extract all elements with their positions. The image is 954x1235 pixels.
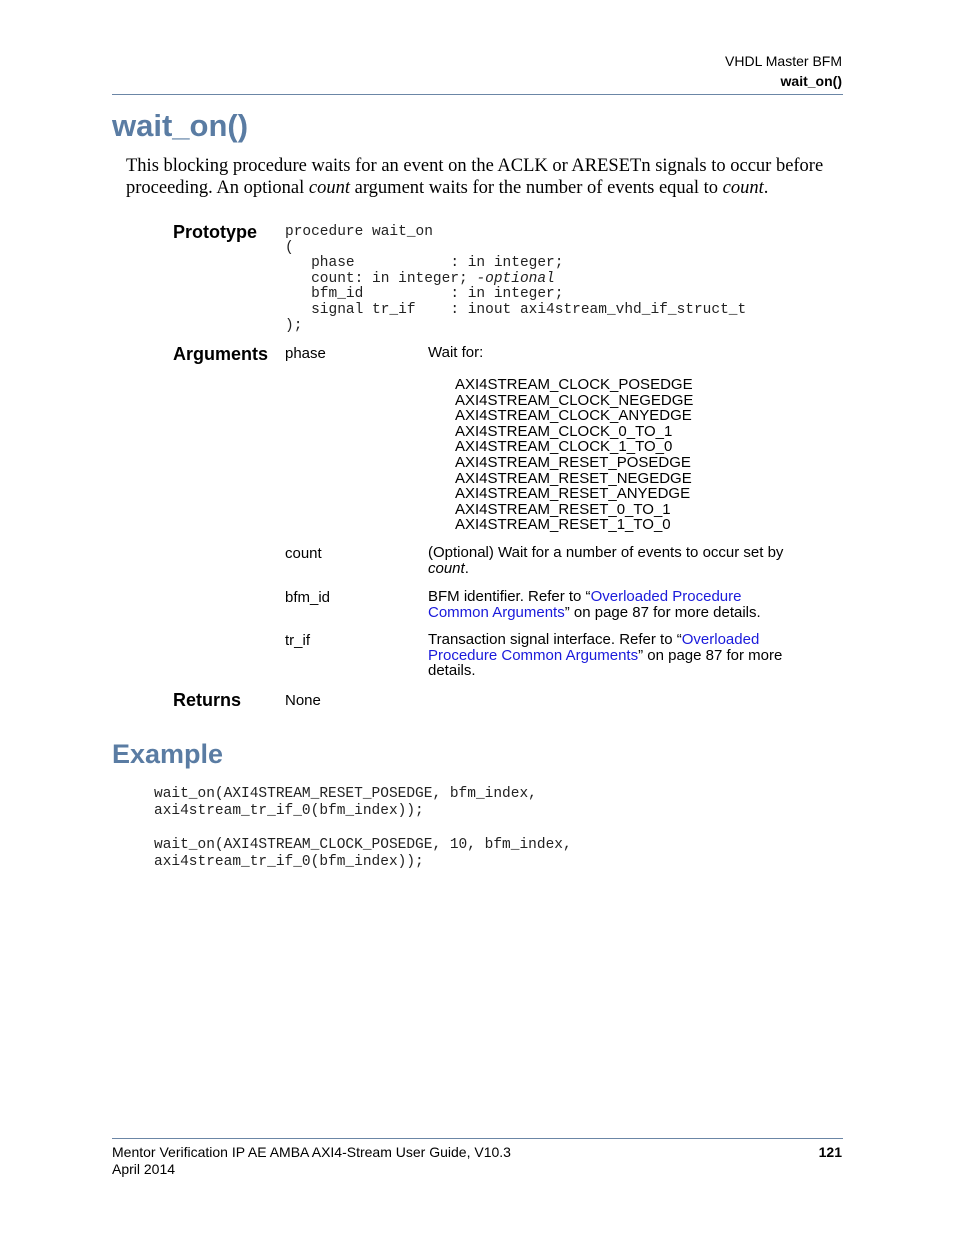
tr-if-desc-end: ” on page 87 for more (638, 646, 783, 664)
bfm-id-desc-line (428, 605, 808, 621)
arg-desc-phase: Wait for: (428, 344, 484, 361)
prototype-line-code: count: in integer; (285, 270, 477, 287)
phase-value: AXI4STREAM_CLOCK_ANYEDGE (455, 407, 692, 425)
arg-desc-count (428, 545, 808, 576)
example-code-line: wait_on(AXI4STREAM_RESET_POSEDGE, bfm_index, (154, 786, 537, 802)
prototype-line: signal tr_if : inout axi4stream_vhd_if_struct_t (285, 301, 747, 318)
example-code-1 (154, 786, 537, 820)
example-code-line: wait_on(AXI4STREAM_CLOCK_POSEDGE, 10, bfm_index, (154, 837, 572, 853)
running-header-topic: wait_on() (780, 73, 842, 89)
returns-value: None (285, 692, 321, 709)
overloaded-args-link[interactable]: Overloaded (681, 631, 760, 648)
prototype-line: procedure wait_on (285, 224, 433, 240)
arg-desc-tr-if (428, 632, 808, 679)
phase-value: AXI4STREAM_CLOCK_1_TO_0 (455, 438, 673, 456)
phase-value-list (455, 377, 693, 533)
returns-label: Returns (173, 690, 242, 710)
phase-value: AXI4STREAM_CLOCK_NEGEDGE (455, 391, 694, 409)
prototype-line: ( (285, 239, 294, 256)
example-code-line: axi4stream_tr_if_0(bfm_index)); (154, 803, 424, 819)
prototype-label: Prototype (173, 222, 258, 242)
intro-text-1: This blocking procedure waits for an event on the ACLK or ARESETn signals to occur before proceeding. An optional (126, 156, 824, 198)
arg-desc-bfm-id (428, 589, 808, 620)
overloaded-args-link[interactable]: Common Arguments (428, 603, 565, 621)
header-rule (112, 94, 843, 95)
footer-date: April 2014 (112, 1161, 176, 1177)
prototype-code (285, 225, 746, 334)
example-code-2 (154, 837, 572, 871)
count-desc-line (428, 561, 808, 577)
prototype-line (285, 272, 746, 288)
arguments-label: Arguments (173, 344, 269, 364)
bfm-id-desc-end: ” on page 87 for more details. (564, 603, 761, 621)
footer-rule (112, 1138, 843, 1139)
phase-value: AXI4STREAM_RESET_0_TO_1 (455, 500, 671, 518)
tr-if-desc-line (428, 648, 808, 664)
running-header-section: VHDL Master BFM (725, 53, 842, 69)
overloaded-args-link[interactable]: Procedure Common Arguments (428, 646, 639, 664)
prototype-line: ); (285, 317, 303, 334)
bfm-id-desc-text: BFM identifier. Refer to “ (428, 588, 591, 605)
arg-name-count: count (285, 545, 322, 562)
phase-value: AXI4STREAM_RESET_1_TO_0 (455, 516, 671, 534)
tr-if-desc-text: Transaction signal interface. Refer to “ (428, 631, 682, 648)
arg-name-phase: phase (285, 345, 326, 362)
arg-name-bfm-id: bfm_id (285, 589, 331, 606)
phase-value: AXI4STREAM_RESET_NEGEDGE (455, 469, 692, 487)
tr-if-desc-line (428, 632, 808, 648)
phase-value: AXI4STREAM_CLOCK_POSEDGE (455, 376, 693, 393)
count-desc-line: (Optional) Wait for a number of events to occur set by (428, 544, 784, 561)
bfm-id-desc-line (428, 589, 808, 605)
tr-if-desc-line: details. (428, 662, 476, 680)
arg-name-tr-if: tr_if (285, 632, 311, 649)
page-number: 121 (818, 1144, 842, 1160)
intro-em-1: count (308, 178, 351, 198)
phase-value: AXI4STREAM_CLOCK_0_TO_1 (455, 422, 673, 440)
intro-text-3: . (763, 178, 769, 198)
intro-paragraph (126, 155, 841, 199)
intro-text-2: argument waits for the number of events equal to (350, 178, 723, 198)
count-desc-em: count (428, 559, 465, 577)
page-title: wait_on() (112, 108, 249, 143)
prototype-line: phase : in integer; (285, 255, 564, 272)
prototype-line: bfm_id : in integer; (285, 286, 564, 303)
phase-value: AXI4STREAM_RESET_POSEDGE (455, 453, 691, 471)
example-heading: Example (112, 739, 224, 769)
footer-doc-title: Mentor Verification IP AE AMBA AXI4-Stream User Guide, V10.3 (112, 1144, 511, 1160)
overloaded-args-link[interactable]: Overloaded Procedure (590, 588, 742, 605)
phase-value: AXI4STREAM_RESET_ANYEDGE (455, 485, 691, 503)
intro-em-2: count (722, 178, 764, 198)
prototype-optional-comment: -optional (476, 270, 555, 287)
example-code-line: axi4stream_tr_if_0(bfm_index)); (154, 854, 424, 870)
count-desc-end: . (464, 559, 469, 577)
